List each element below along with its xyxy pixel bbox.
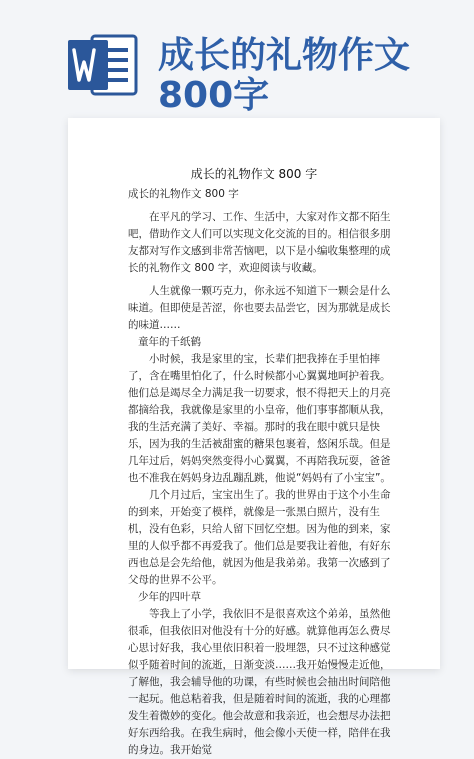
paragraph-quote: 人生就像一颗巧克力，你永远不知道下一颗会是什么味道。但即使是苦涩，你也要去品尝它，因为那就是成长的味道…… — [128, 285, 391, 331]
section-heading: 童年的千纸鹤 — [138, 336, 201, 348]
document-page — [68, 118, 440, 756]
word-icon — [64, 32, 140, 98]
section-heading: 少年的四叶草 — [138, 591, 201, 603]
document-title: 成长的礼物作文 800 字 — [190, 167, 318, 181]
paragraph: 小时候，我是家里的宝，长辈们把我捧在手里怕摔了，含在嘴里怕化了，什么时候都小心翼翼地呵护着我。他们总是竭尽全力满足我一切要求，恨不得把天上的月亮都摘给我，我就像是家里的小皇帝，他们事事都顺从我，我的生活充满了美好、幸福。那时的我在眼中就只是快乐，因为我的生活被甜蜜的糖果包裹着，悠闲乐哉。但是几年过后，妈妈突然变得小心翼翼，不再陪我玩耍，爸爸也不准我在妈妈身边乱蹦乱跳，他说“妈妈有了小宝宝”。 — [128, 353, 391, 484]
paragraph: 几个月过后，宝宝出生了。我的世界由于这个小生命的到来，开始变了模样，就像是一张黑白照片，没有生机，没有色彩，只给人留下回忆空想。因为他的到来，家里的人似乎都不再爱我了。他们总是要我让着他，有好东西也总是会先给他，就因为他是我弟弟。我第一次感到了父母的世界不公平。 — [128, 489, 391, 586]
document-body — [128, 186, 398, 759]
paragraph-intro: 在平凡的学习、工作、生活中，大家对作文都不陌生吧，借助作文人们可以实现文化交流的目的。相信很多朋友都对写作文感到非常苦恼吧，以下是小编收集整理的成长的礼物作文 800 字，欢迎阅读与收藏。 — [128, 211, 391, 274]
paragraph: 等我上了小学，我依旧不是很喜欢这个弟弟，虽然他很乖，但我依旧对他没有十分的好感。就算他再怎么费尽心思讨好我，我心里依旧积着一股埋怨，只不过这种感觉似乎随着时间的流逝，日渐变淡……我开始慢慢走近他，了解他，我会辅导他的功课，有些时候也会抽出时间陪他一起玩。他总粘着我，但是随着时间的流逝，我的心理都发生着微妙的变化。他会故意和我亲近，也会想尽办法把好东西给我。在我生病时，他会像小天使一样，陪伴在我的身边。我开始觉 — [128, 608, 391, 756]
document-subtitle: 成长的礼物作文 800 字 — [128, 188, 239, 200]
page-title: 成长的礼物作文800字 — [158, 35, 411, 116]
page-header — [0, 0, 474, 118]
